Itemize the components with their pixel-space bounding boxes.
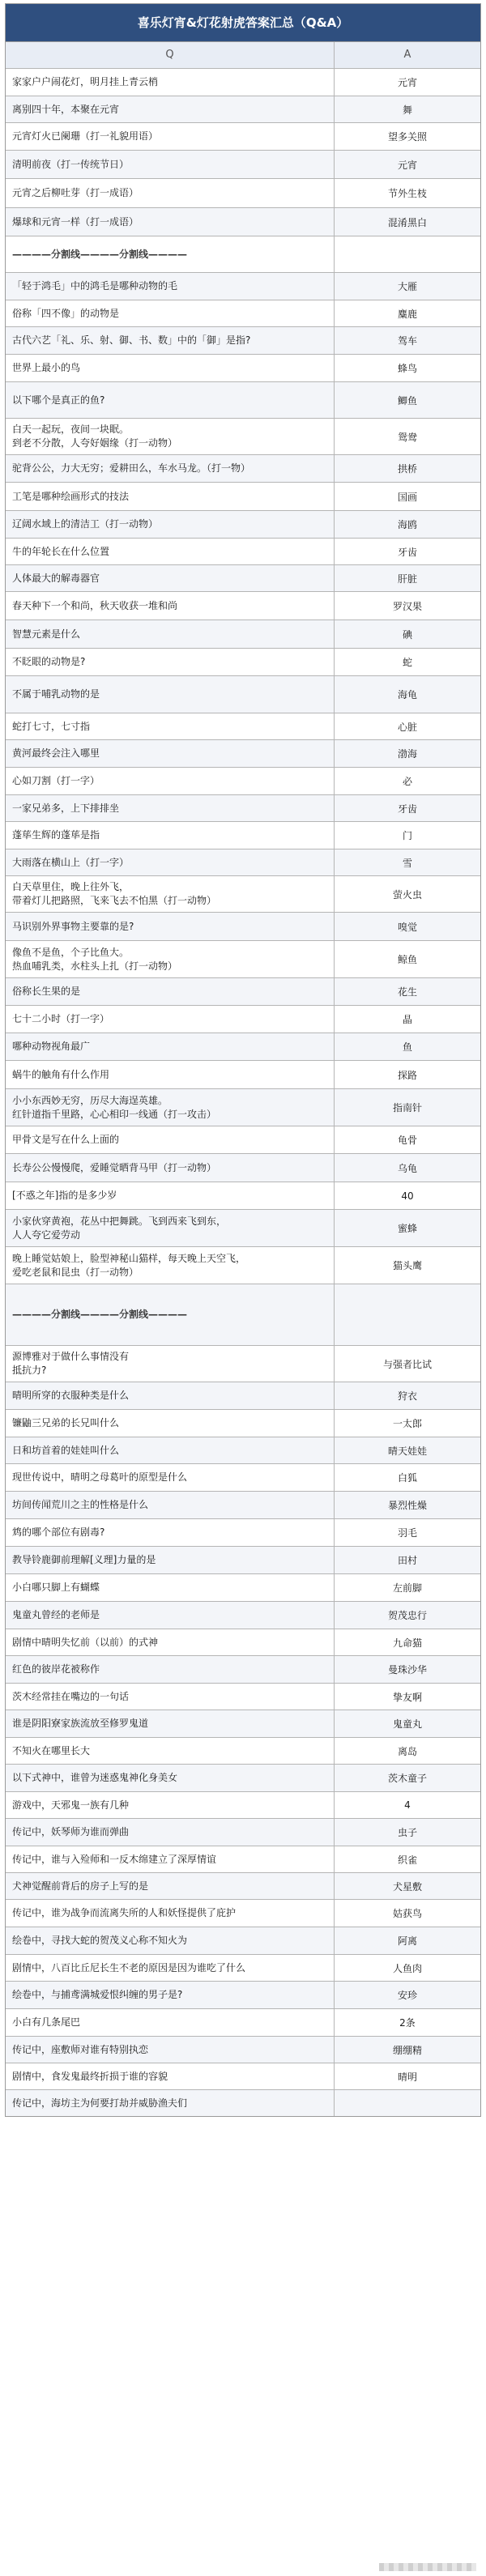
answer-cell: 鲫鱼 — [397, 394, 417, 407]
question-cell: 日和坊首着的娃娃叫什么 — [6, 1437, 335, 1463]
table-row — [6, 207, 480, 236]
answer-cell: 曼珠沙华 — [387, 1664, 427, 1675]
answer-cell: 一太郎 — [392, 1418, 422, 1429]
answer-cell: 渤海 — [397, 748, 417, 760]
answer-cell: 海龟 — [397, 689, 417, 700]
question-cell: 牛的年轮长在什么位置 — [6, 539, 335, 564]
table-row — [6, 875, 480, 912]
answer-cell: 晶 — [402, 1014, 412, 1025]
answer-cell: 探路 — [397, 1069, 417, 1081]
table-row — [6, 675, 480, 713]
table-row — [6, 2036, 480, 2063]
table-row — [6, 418, 480, 454]
table-row — [6, 767, 480, 794]
footer-watermark — [5, 2560, 481, 2574]
table-row — [6, 912, 480, 940]
question-cell: 「轻于鸿毛」中的鸿毛是哪种动物的毛 — [6, 273, 335, 300]
table-row — [6, 272, 480, 300]
table-row — [6, 1209, 480, 1246]
question-cell: 绘卷中，与捕鸢满城爱恨纠缠的男子是? — [6, 1982, 335, 2008]
answer-cell: 九命猫 — [392, 1637, 422, 1649]
answer-cell: 犬星敷 — [392, 1880, 422, 1893]
table-row — [6, 1437, 480, 1463]
question-cell: 源博雅对于做什么事情没有 抵抗力? — [6, 1346, 335, 1382]
question-cell: 元宵之后柳吐芽（打一成语） — [6, 179, 335, 207]
table-row — [6, 1546, 480, 1573]
answer-cell: 蜜蜂 — [397, 1223, 417, 1234]
table-row — [6, 381, 480, 418]
answer-cell: 拱桥 — [397, 463, 417, 475]
table-row — [6, 1629, 480, 1655]
question-cell: 不知火在哪里长大 — [6, 1738, 335, 1764]
question-cell: 现世传说中，晴明之母葛叶的原型是什么 — [6, 1464, 335, 1491]
table-row — [6, 1601, 480, 1629]
question-cell: 俗称长生果的是 — [6, 978, 335, 1005]
answer-cell: 牙齿 — [397, 803, 417, 815]
table-row — [6, 1683, 480, 1710]
answer-cell: 萤火虫 — [392, 888, 422, 901]
question-cell: 以下式神中，谁曾为迷惑鬼神化身美女 — [6, 1765, 335, 1791]
table-header — [6, 41, 480, 68]
question-cell: 教导铃鹿御前理解[义理]力量的是 — [6, 1547, 335, 1573]
question-cell: 心如刀割（打一字） — [6, 768, 335, 794]
question-cell: 古代六艺「礼、乐、射、御、书、数」中的「御」是指? — [6, 327, 335, 354]
answer-cell: 贺茂忠行 — [387, 1610, 427, 1621]
table-row — [6, 1409, 480, 1437]
answer-cell: 龟骨 — [397, 1135, 417, 1146]
question-cell: 谁是阴阳寮家族流放至修罗鬼道 — [6, 1710, 335, 1737]
table-row — [6, 564, 480, 591]
qa-table — [5, 3, 481, 2117]
table-row — [6, 1737, 480, 1764]
answer-cell — [335, 2090, 480, 2116]
question-cell: 犬神觉醒前背后的房子上写的是 — [6, 1873, 335, 1899]
answer-cell: 晴天娃娃 — [387, 1445, 427, 1457]
question-cell: 甲骨文是写在什么上面的 — [6, 1126, 335, 1153]
answer-cell: 离岛 — [397, 1745, 417, 1757]
answer-cell: 猫头鹰 — [392, 1260, 422, 1271]
answer-cell: 混淆黑白 — [387, 216, 427, 228]
answer-cell: 阿离 — [397, 1935, 417, 1947]
table-row — [6, 1491, 480, 1518]
answer-cell: 挚友啊 — [392, 1691, 422, 1703]
answer-cell: 织雀 — [397, 1854, 417, 1866]
question-cell: 剧情中，八百比丘尼长生不老的原因是因为谁吃了什么 — [6, 1955, 335, 1981]
question-cell: 驼背公公，力大无穷；爱耕田么，车水马龙。（打一物） — [6, 455, 335, 482]
question-cell: 一家兄弟多，上下排排坐 — [6, 795, 335, 821]
page-title: 喜乐灯宵&灯花射虎答案汇总（Q&A） — [6, 4, 480, 41]
table-row — [6, 1126, 480, 1153]
question-cell: [不惑之年]指的是多少岁 — [6, 1182, 335, 1209]
table-row — [6, 1573, 480, 1601]
question-cell: 晚上睡觉姑娘上，脸型神秘山猫样，每天晚上天空飞， 爱吃老鼠和昆虫（打一动物） — [6, 1247, 335, 1284]
question-cell: ————分割线————分割线———— — [6, 236, 335, 272]
table-row — [6, 122, 480, 150]
table-row — [6, 68, 480, 96]
answer-cell: 晴明 — [397, 2071, 417, 2083]
answer-cell: 羽毛 — [397, 1527, 417, 1539]
table-row — [6, 821, 480, 849]
question-cell: 传记中，谁与入殓师和一反木绵建立了深厚情谊 — [6, 1846, 335, 1872]
question-cell: 工笔是哪种绘画形式的技法 — [6, 483, 335, 510]
question-cell: ————分割线————分割线———— — [6, 1284, 335, 1345]
table-row — [6, 1005, 480, 1033]
table-row — [6, 354, 480, 381]
question-cell: 白天草里住，晚上往外飞， 带着灯儿把路照，飞来飞去不怕黑（打一动物） — [6, 876, 335, 912]
answer-cell: 花生 — [397, 986, 417, 998]
answer-cell: 驾车 — [397, 335, 417, 347]
answer-cell: 指南针 — [392, 1102, 422, 1113]
answer-cell: 舞 — [402, 104, 412, 116]
table-row — [6, 591, 480, 620]
divider-row — [6, 236, 480, 272]
question-cell: 元宵灯火已阑珊（打一礼貌用语） — [6, 123, 335, 150]
answer-cell: 蛇 — [402, 657, 412, 668]
question-cell: 家家户户闹花灯，明月挂上青云梢 — [6, 69, 335, 96]
table-row — [6, 1345, 480, 1382]
question-cell: 辽阔水域上的清洁工（打一动物） — [6, 511, 335, 538]
question-cell: 小家伙穿黄袍，花丛中把舞跳。飞到西来飞到东， 人人夸它爱劳动 — [6, 1210, 335, 1246]
divider-row — [6, 1284, 480, 1345]
table-row — [6, 1872, 480, 1899]
answer-cell: 鬼童丸 — [392, 1718, 422, 1730]
answer-cell: 望多关照 — [387, 131, 427, 143]
answer-cell: 白狐 — [397, 1472, 417, 1484]
table-row — [6, 1818, 480, 1846]
question-cell: 以下哪个是真正的鱼? — [6, 382, 335, 418]
answer-cell: 虫子 — [397, 1827, 417, 1838]
question-cell: 清明前夜（打一传统节日） — [6, 151, 335, 178]
answer-cell: 40 — [401, 1190, 414, 1202]
question-cell: 像鱼不是鱼，个子比鱼大。 热血哺乳类，水柱头上扎（打一动物） — [6, 941, 335, 977]
question-cell: 俗称「四不像」的动物是 — [6, 300, 335, 326]
answer-cell: 安珍 — [397, 1990, 417, 2001]
table-row — [6, 1463, 480, 1491]
question-cell: 不属于哺乳动物的是 — [6, 676, 335, 713]
answer-cell: 肝脏 — [397, 573, 417, 585]
table-row — [6, 1846, 480, 1872]
question-cell: 白天一起玩，夜间一块眠。 到老不分散，人夸好姻缘（打一动物） — [6, 419, 335, 454]
table-row — [6, 1182, 480, 1209]
question-cell: 传记中，妖琴师为谁而弹曲 — [6, 1819, 335, 1846]
question-cell: 传记中，座敷师对谁有特别执恋 — [6, 2037, 335, 2063]
table-row — [6, 1791, 480, 1818]
question-cell: 小白哪只脚上有蝴蝶 — [6, 1574, 335, 1601]
question-cell: 剧情中晴明失忆前（以前）的式神 — [6, 1629, 335, 1655]
answer-cell: 嗅觉 — [397, 921, 417, 933]
question-cell: 马识别外界事物主要靠的是? — [6, 913, 335, 940]
table-row — [6, 1246, 480, 1284]
table-row — [6, 648, 480, 675]
table-row — [6, 1382, 480, 1409]
answer-cell: 牙齿 — [397, 546, 417, 558]
answer-cell: 鱼 — [402, 1041, 412, 1053]
table-row — [6, 1060, 480, 1088]
table-row — [6, 326, 480, 354]
answer-cell: 人鱼肉 — [392, 1962, 422, 1974]
answer-cell: 暴烈性燥 — [387, 1500, 427, 1511]
table-row — [6, 713, 480, 739]
table-row — [6, 300, 480, 326]
question-cell: 爆球和元宵一样（打一成语） — [6, 208, 335, 236]
table-row — [6, 96, 480, 122]
table-row — [6, 482, 480, 510]
answer-cell: 左前脚 — [392, 1582, 422, 1594]
question-cell: 小白有几条尾巴 — [6, 2009, 335, 2036]
table-row — [6, 454, 480, 482]
question-cell: 蜗牛的触角有什么作用 — [6, 1061, 335, 1088]
answer-cell: 大雁 — [397, 281, 417, 292]
table-row — [6, 1518, 480, 1546]
answer-cell — [335, 236, 480, 272]
table-row — [6, 977, 480, 1005]
answer-cell: 元宵 — [397, 159, 417, 171]
answer-cell: 蜂鸟 — [397, 363, 417, 374]
column-header-q: Q — [6, 42, 335, 68]
table-row — [6, 1954, 480, 1981]
answer-cell: 雪 — [402, 857, 412, 869]
answer-cell: 罗汉果 — [392, 600, 422, 612]
question-cell: 蛇打七寸，七寸指 — [6, 713, 335, 739]
table-row — [6, 739, 480, 767]
answer-cell: 国画 — [397, 491, 417, 503]
table-row — [6, 620, 480, 648]
answer-cell: 4 — [404, 1799, 411, 1811]
table-row — [6, 1981, 480, 2008]
table-row — [6, 1033, 480, 1060]
question-cell: 世界上最小的鸟 — [6, 355, 335, 381]
answer-cell: 元宵 — [397, 77, 417, 88]
table-row — [6, 1655, 480, 1683]
table-row — [6, 2089, 480, 2116]
question-cell: 七十二小时（打一字） — [6, 1006, 335, 1033]
column-header-a: A — [403, 49, 411, 61]
question-cell: 传记中，谁为战争而流离失所的人和妖怪提供了庇护 — [6, 1900, 335, 1927]
question-cell: 镰鼬三兄弟的长兄叫什么 — [6, 1410, 335, 1437]
question-cell: 红色的彼岸花被称作 — [6, 1656, 335, 1683]
answer-cell: 麋鹿 — [397, 308, 417, 320]
answer-cell: 田村 — [397, 1555, 417, 1566]
answer-cell: 姑获鸟 — [392, 1908, 422, 1919]
table-row — [6, 940, 480, 977]
question-cell: 茨木经常挂在嘴边的一句话 — [6, 1684, 335, 1710]
table-row — [6, 1764, 480, 1791]
table-body — [6, 68, 480, 2116]
question-cell: 哪种动物视角最广 — [6, 1033, 335, 1060]
question-cell: 蓬荜生辉的蓬荜是指 — [6, 822, 335, 849]
question-cell: 黄河最终会注入哪里 — [6, 740, 335, 767]
question-cell: 剧情中，食发鬼最终折损于谁的容貌 — [6, 2063, 335, 2089]
table-row — [6, 150, 480, 178]
answer-cell: 2条 — [399, 2017, 416, 2029]
answer-cell — [335, 1284, 480, 1345]
answer-cell: 狩衣 — [397, 1390, 417, 1402]
answer-cell: 与强者比试 — [382, 1358, 432, 1370]
table-row — [6, 178, 480, 207]
table-row — [6, 794, 480, 821]
table-row — [6, 510, 480, 538]
question-cell: 春天种下一个和尚，秋天收获一堆和尚 — [6, 592, 335, 620]
question-cell: 鬼童丸曾经的老师是 — [6, 1602, 335, 1629]
table-row — [6, 1153, 480, 1182]
table-row — [6, 2008, 480, 2036]
question-cell: 智慧元素是什么 — [6, 620, 335, 648]
answer-cell: 节外生枝 — [387, 188, 427, 199]
table-row — [6, 1927, 480, 1954]
answer-cell: 心脏 — [397, 721, 417, 733]
answer-cell: 必 — [402, 776, 412, 787]
answer-cell: 海鸥 — [397, 519, 417, 530]
table-row — [6, 2063, 480, 2089]
question-cell: 离别四十年，本聚在元宵 — [6, 96, 335, 122]
question-cell: 不眨眼的动物是? — [6, 649, 335, 675]
table-row — [6, 1710, 480, 1737]
answer-cell: 碘 — [402, 628, 412, 641]
table-row — [6, 538, 480, 564]
question-cell: 小小东西妙无穷，历尽大海逞英雄。 红针道指千里路，心心相印一线通（打一攻击） — [6, 1089, 335, 1126]
answer-cell: 茨木童子 — [387, 1773, 427, 1784]
question-cell: 鸩的哪个部位有剧毒? — [6, 1519, 335, 1546]
question-cell: 坊间传闻荒川之主的性格是什么 — [6, 1492, 335, 1518]
question-cell: 大雨落在横山上（打一字） — [6, 849, 335, 875]
blurred-watermark — [379, 2563, 476, 2571]
question-cell: 晴明所穿的衣服种类是什么 — [6, 1382, 335, 1409]
answer-cell: 门 — [402, 830, 412, 841]
answer-cell: 绷绷精 — [392, 2044, 422, 2056]
question-cell: 游戏中，天邪鬼一族有几种 — [6, 1792, 335, 1818]
question-cell: 传记中，海坊主为何要打劫并威胁渔夫们 — [6, 2090, 335, 2116]
table-row — [6, 1088, 480, 1126]
table-row — [6, 1899, 480, 1927]
answer-cell: 鸳鸯 — [397, 431, 417, 443]
table-row — [6, 849, 480, 875]
question-cell: 人体最大的解毒器官 — [6, 565, 335, 591]
answer-cell: 乌龟 — [397, 1162, 417, 1174]
question-cell: 长寿公公慢慢爬，爱睡觉晒背马甲（打一动物） — [6, 1154, 335, 1182]
answer-cell: 鲸鱼 — [397, 954, 417, 965]
question-cell: 绘卷中，寻找大蛇的贺茂义心称不知火为 — [6, 1927, 335, 1954]
